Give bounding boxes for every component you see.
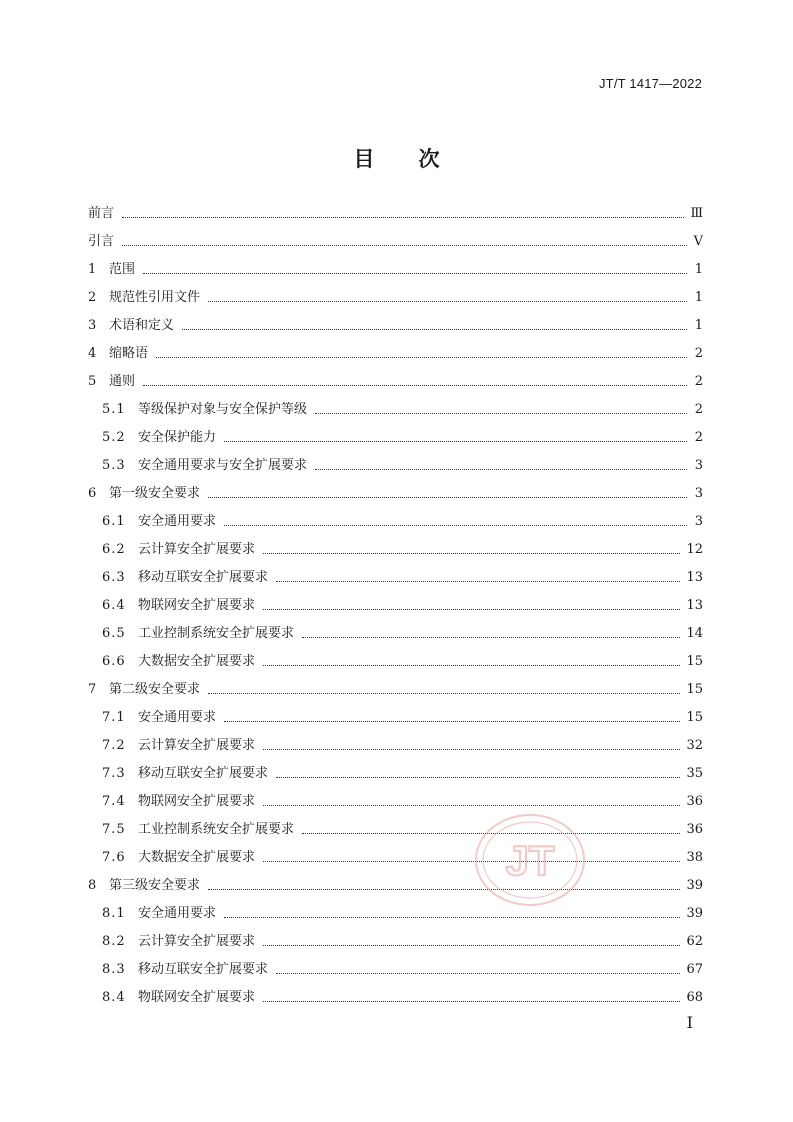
toc-entry-page: Ⅴ [693, 234, 703, 249]
toc-entry-number: 6.4 [102, 598, 126, 613]
toc-entry-number: 7 [88, 682, 97, 697]
toc-entry[interactable] [88, 760, 703, 788]
toc-entry-page: 39 [686, 906, 703, 921]
toc-entry-page: 14 [686, 626, 703, 641]
toc-entry-title: 云计算安全扩展要求 [138, 934, 256, 949]
dot-leader [276, 972, 680, 974]
toc-entry[interactable] [88, 900, 703, 928]
toc-entry-title: 移动互联安全扩展要求 [138, 766, 269, 781]
dot-leader [156, 356, 687, 358]
dot-leader [263, 1000, 680, 1002]
toc-entry-page: 1 [694, 290, 703, 305]
toc-entry-number: 4 [88, 346, 97, 361]
standard-code: JT/T 1417—2022 [598, 76, 702, 91]
toc-entry[interactable] [88, 620, 703, 648]
toc-entry-page: 2 [694, 346, 703, 361]
dot-leader [224, 916, 680, 918]
toc-entry[interactable] [88, 984, 703, 1012]
toc-entry-title: 规范性引用文件 [109, 290, 201, 305]
toc-entry[interactable] [88, 340, 703, 368]
toc-title-char-1: 目 [353, 146, 375, 171]
dot-leader [224, 524, 687, 526]
dot-leader [122, 244, 687, 246]
dot-leader [276, 776, 680, 778]
toc-entry[interactable] [88, 564, 703, 592]
toc-entry-number: 7.4 [102, 794, 126, 809]
page-number: I [686, 1013, 693, 1032]
toc-entry-title: 云计算安全扩展要求 [138, 542, 256, 557]
toc-entry[interactable] [88, 368, 703, 396]
toc-entry-page: 2 [694, 402, 703, 417]
toc-entry-page: 36 [686, 822, 703, 837]
toc-entry-number: 6.3 [102, 570, 126, 585]
toc-entry-title: 工业控制系统安全扩展要求 [138, 822, 295, 837]
toc-entry-title: 安全通用要求与安全扩展要求 [138, 458, 308, 473]
dot-leader [315, 412, 687, 414]
toc-entry-page: 68 [686, 990, 703, 1005]
toc-entry-page: 2 [694, 430, 703, 445]
toc-entry-page: 12 [686, 542, 703, 557]
toc-entry-page: 36 [686, 794, 703, 809]
toc-entry-page: 13 [686, 570, 703, 585]
toc-entry-page: 35 [686, 766, 703, 781]
dot-leader [122, 216, 684, 218]
toc-entry-page: 1 [694, 318, 703, 333]
toc-entry-title: 安全保护能力 [138, 430, 217, 445]
toc-entry-number: 8 [88, 878, 97, 893]
toc-entry-page: 15 [686, 682, 703, 697]
toc-entry[interactable] [88, 536, 703, 564]
toc-entry-title: 物联网安全扩展要求 [138, 794, 256, 809]
toc-entry-number: 8.1 [102, 906, 126, 921]
toc-entry[interactable] [88, 872, 703, 900]
toc-entry-title: 安全通用要求 [138, 710, 217, 725]
toc-entry-title: 物联网安全扩展要求 [138, 598, 256, 613]
toc-entry-number: 3 [88, 318, 97, 333]
dot-leader [208, 888, 680, 890]
toc-entry-page: 15 [686, 710, 703, 725]
dot-leader [315, 468, 687, 470]
toc-entry-title: 物联网安全扩展要求 [138, 990, 256, 1005]
dot-leader [276, 580, 680, 582]
toc-entry-title: 移动互联安全扩展要求 [138, 570, 269, 585]
toc-entry[interactable] [88, 396, 703, 424]
dot-leader [208, 692, 680, 694]
dot-leader [143, 272, 687, 274]
table-of-contents [88, 200, 703, 1012]
toc-entry[interactable] [88, 928, 703, 956]
toc-entry-title: 工业控制系统安全扩展要求 [138, 626, 295, 641]
toc-entry-title: 安全通用要求 [138, 906, 217, 921]
toc-entry-page: 62 [686, 934, 703, 949]
toc-entry-page: 67 [686, 962, 703, 977]
toc-title [0, 143, 793, 173]
dot-leader [302, 832, 680, 834]
dot-leader [182, 328, 687, 330]
dot-leader [263, 552, 680, 554]
toc-entry-title: 第二级安全要求 [109, 682, 201, 697]
dot-leader [263, 748, 680, 750]
toc-entry-page: 3 [694, 458, 703, 473]
toc-entry-number: 6.5 [102, 626, 126, 641]
toc-entry-title: 第三级安全要求 [109, 878, 201, 893]
toc-entry[interactable] [88, 816, 703, 844]
toc-entry-page: 15 [686, 654, 703, 669]
toc-entry-number: 6 [88, 486, 97, 501]
toc-title-char-2: 次 [418, 146, 440, 171]
toc-entry-title: 引言 [88, 234, 115, 249]
toc-entry-title: 前言 [88, 206, 115, 221]
dot-leader [208, 496, 687, 498]
toc-entry-number: 7.2 [102, 738, 126, 753]
toc-entry[interactable] [88, 452, 703, 480]
toc-entry[interactable] [88, 508, 703, 536]
toc-entry-number: 7.1 [102, 710, 126, 725]
toc-entry-page: 2 [694, 374, 703, 389]
toc-entry[interactable] [88, 956, 703, 984]
toc-entry[interactable] [88, 424, 703, 452]
dot-leader [302, 636, 680, 638]
toc-entry-page: 38 [686, 850, 703, 865]
toc-entry[interactable] [88, 592, 703, 620]
watermark-text: JT [505, 837, 555, 884]
toc-entry-title: 缩略语 [109, 346, 149, 361]
dot-leader [224, 720, 680, 722]
toc-entry-number: 5 [88, 374, 97, 389]
toc-entry[interactable] [88, 732, 703, 760]
toc-entry[interactable] [88, 788, 703, 816]
toc-entry-page: 32 [686, 738, 703, 753]
dot-leader [263, 608, 680, 610]
dot-leader [143, 384, 687, 386]
toc-entry-page: Ⅲ [690, 206, 703, 221]
toc-entry[interactable] [88, 704, 703, 732]
toc-entry-title: 大数据安全扩展要求 [138, 850, 256, 865]
toc-entry[interactable] [88, 312, 703, 340]
toc-entry[interactable] [88, 200, 703, 228]
dot-leader [263, 860, 680, 862]
toc-entry-title: 范围 [109, 262, 136, 277]
toc-entry-page: 13 [686, 598, 703, 613]
dot-leader [224, 440, 687, 442]
toc-entry[interactable] [88, 844, 703, 872]
toc-entry-title: 等级保护对象与安全保护等级 [138, 402, 308, 417]
toc-entry-number: 8.3 [102, 962, 126, 977]
toc-entry-title: 通则 [109, 374, 136, 389]
toc-entry-title: 第一级安全要求 [109, 486, 201, 501]
toc-entry-page: 39 [686, 878, 703, 893]
toc-entry[interactable] [88, 256, 703, 284]
toc-entry-number: 6.2 [102, 542, 126, 557]
toc-entry-title: 大数据安全扩展要求 [138, 654, 256, 669]
dot-leader [208, 300, 687, 302]
toc-entry-page: 3 [694, 514, 703, 529]
toc-entry[interactable] [88, 284, 703, 312]
toc-entry[interactable] [88, 480, 703, 508]
toc-entry-number: 6.1 [102, 514, 126, 529]
dot-leader [263, 804, 680, 806]
toc-entry-number: 7.5 [102, 822, 126, 837]
toc-entry-number: 8.4 [102, 990, 126, 1005]
dot-leader [263, 944, 680, 946]
toc-entry-number: 7.6 [102, 850, 126, 865]
toc-entry-number: 2 [88, 290, 97, 305]
toc-entry-number: 5.2 [102, 430, 126, 445]
dot-leader [263, 664, 680, 666]
toc-entry-title: 云计算安全扩展要求 [138, 738, 256, 753]
toc-entry-number: 5.3 [102, 458, 126, 473]
toc-entry-title: 移动互联安全扩展要求 [138, 962, 269, 977]
toc-entry-number: 6.6 [102, 654, 126, 669]
toc-entry-number: 1 [88, 262, 97, 277]
toc-entry-title: 安全通用要求 [138, 514, 217, 529]
toc-entry[interactable] [88, 676, 703, 704]
toc-entry-page: 1 [694, 262, 703, 277]
toc-entry-number: 5.1 [102, 402, 126, 417]
toc-entry[interactable] [88, 228, 703, 256]
toc-entry-page: 3 [694, 486, 703, 501]
toc-entry-title: 术语和定义 [109, 318, 175, 333]
toc-entry-number: 8.2 [102, 934, 126, 949]
toc-entry-number: 7.3 [102, 766, 126, 781]
toc-entry[interactable] [88, 648, 703, 676]
